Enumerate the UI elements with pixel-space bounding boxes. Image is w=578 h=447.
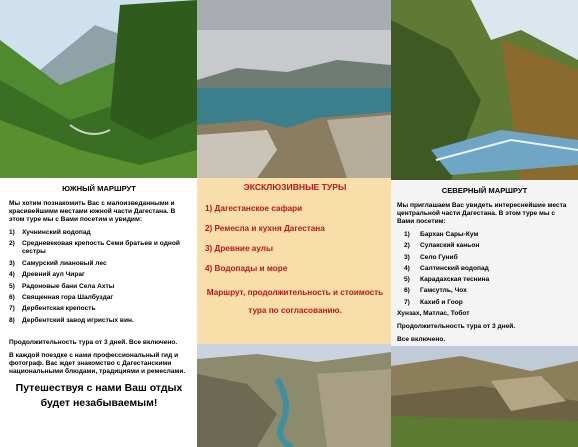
north-route-panel xyxy=(391,180,578,346)
exclusive-tour-item: 4) Водопады и море xyxy=(205,264,288,273)
list-item: 8) Дербентский завод игристых вин. xyxy=(9,316,134,324)
list-item: 5) Карадахская теснина xyxy=(404,276,490,284)
south-route-list xyxy=(9,229,189,325)
south-route-title: ЮЖНЫЙ МАРШРУТ xyxy=(62,184,136,193)
list-item: 5) Радоновые бани Села Ахты xyxy=(9,282,115,290)
list-item: 1) Бархан Сары-Кум xyxy=(404,231,479,238)
list-item: 7) Дербентская крепость xyxy=(9,305,96,313)
north-route-duration: Продолжительность тура от 3 дней. xyxy=(397,323,516,331)
mountain-village-photo xyxy=(391,346,578,447)
list-item: 1) Хучнинский водопад xyxy=(9,229,91,236)
exclusive-tours-note: Маршрут, продолжительность и стоимость тура по согласованию. xyxy=(206,288,384,315)
exclusive-tours-title: ЭКСКЛЮЗИВНЫЕ ТУРЫ xyxy=(243,182,347,192)
exclusive-tours-panel xyxy=(197,178,391,344)
list-item: 6) Гамсутль, Чох xyxy=(404,287,467,295)
north-route-title: СЕВЕРНЫЙ МАРШРУТ xyxy=(441,186,528,195)
reservoir-photo xyxy=(197,0,391,178)
list-item: 4) Древний аул Чираг xyxy=(9,271,85,279)
list-item: 6) Священная гора Шалбуздаг xyxy=(9,293,114,301)
south-route-intro: Мы хотим познакомить Вас с малоизведанными и красивейшими местами южной части Дагестана. В этом туре мы с Вами посетим и увидим: xyxy=(9,200,176,223)
canyon-photo xyxy=(197,344,391,447)
exclusive-tour-item: 2) Ремесла и кухня Дагестана xyxy=(205,224,325,233)
river-gorge-photo xyxy=(391,0,578,180)
list-item: 4) Салтинский водопад xyxy=(404,264,489,272)
north-route-list xyxy=(397,231,572,307)
exclusive-tour-item: 3) Древние аулы xyxy=(205,244,273,253)
south-route-guide-info: В каждой поездке с нами профессиональный гид и фотограф. Вас ждет знакомство с Дагестанскими национальными блюдами, традициями и ремеслами. xyxy=(9,351,186,375)
list-item: 3) Село Гуниб xyxy=(404,253,458,261)
mountain-valley-photo xyxy=(0,0,197,178)
south-route-panel xyxy=(0,178,197,447)
list-item: 2) Средневековая крепость Семи братьев и одной сестры xyxy=(9,240,180,256)
list-item: 2) Сулакский каньон xyxy=(404,242,480,250)
north-route-extra: Хунзах, Матлас, Тобот xyxy=(397,310,470,318)
north-route-intro: Мы приглашаем Вас увидеть интереснейшие места центральной части Дагестана. В этом туре мы с Вами посетим: xyxy=(397,202,567,225)
slogan: Путешествуя с нами Ваш отдых будет незабываемым! xyxy=(15,381,183,409)
list-item: 3) Самурский лиановый лес xyxy=(9,259,107,267)
exclusive-tour-item: 1) Дагестанское сафари xyxy=(205,204,303,213)
south-route-duration: Продолжительность тура от 3 дней. Все включено. xyxy=(9,338,178,346)
north-route-included: Все включено. xyxy=(397,336,446,344)
list-item: 7) Кахиб и Гоор xyxy=(404,298,463,306)
